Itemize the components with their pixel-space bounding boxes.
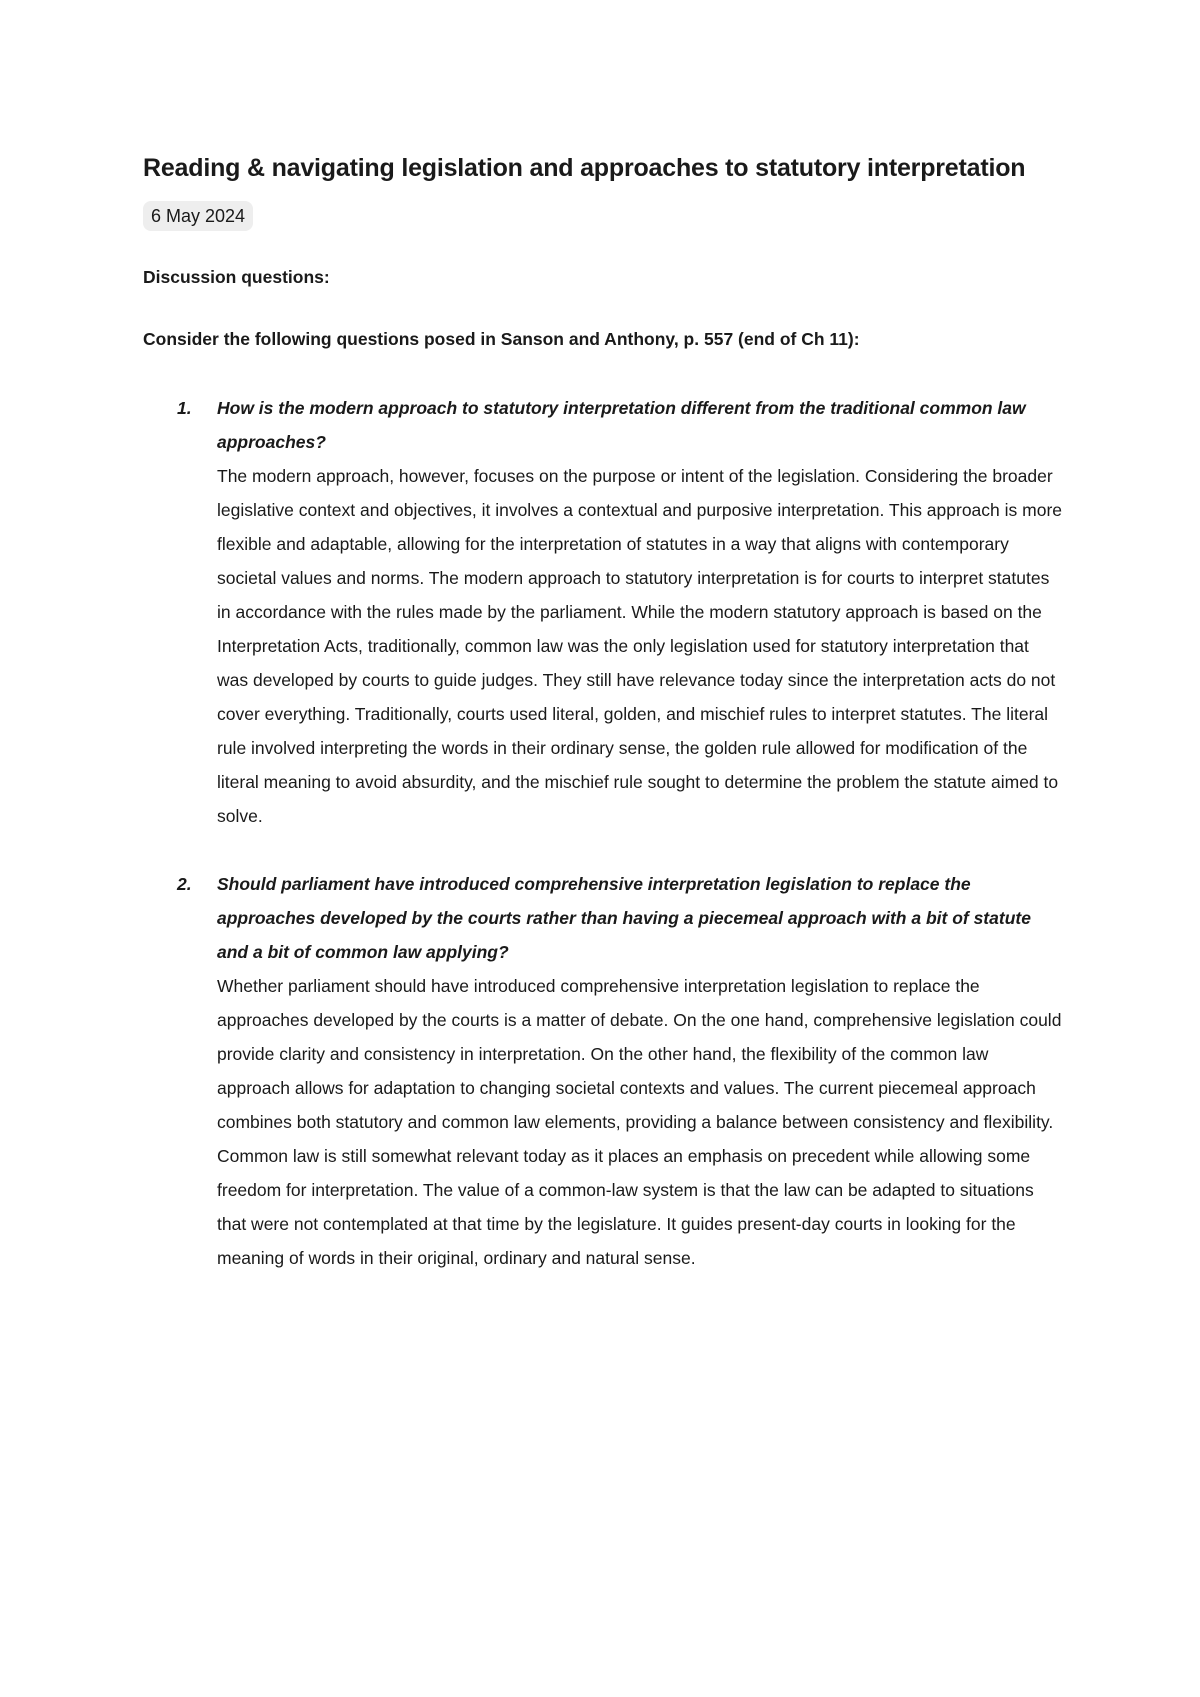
question-text: Should parliament have introduced comprehensive interpretation legislation to replace the approaches developed by the courts rather than having a piecemeal approach with a bit of statute and a bit of common law applying? bbox=[217, 874, 1031, 962]
section-label: Discussion questions: bbox=[143, 267, 330, 287]
question-number: 2. bbox=[177, 874, 192, 894]
answer-text: The modern approach, however, focuses on the purpose or intent of the legislation. Considering the broader legislative context and objectives, it involves a contextual and purposive interpretation. This approach is more flexible and adaptable, allowing for the interpretation of statutes in a way that aligns with contemporary societal values and norms. The modern approach to statutory interpretation is for courts to interpret statutes in accordance with the rules made by the parliament. While the modern statutory approach is based on the Interpretation Acts, traditionally, common law was the only legislation used for statutory interpretation that was developed by courts to guide judges. They still have relevance today since the interpretation acts do not cover everything. Traditionally, courts used literal, golden, and mischief rules to interpret statutes. The literal rule involved interpreting the words in their ordinary sense, the golden rule allowed for modification of the literal meaning to avoid absurdity, and the mischief rule sought to determine the problem the statute aimed to solve. bbox=[217, 466, 1063, 826]
question-number: 1. bbox=[177, 398, 192, 418]
document-title: Reading & navigating legislation and approaches to statutory interpretation bbox=[143, 154, 1026, 182]
answer-text: Whether parliament should have introduced comprehensive interpretation legislation to replace the approaches developed by the courts is a matter of debate. On the one hand, comprehensive legislation could provide clarity and consistency in interpretation. On the other hand, the flexibility of the common law approach allows for adaptation to changing societal contexts and values. The current piecemeal approach combines both statutory and common law elements, providing a balance between consistency and flexibility. Common law is still somewhat relevant today as it places an emphasis on precedent while allowing some freedom for interpretation. The value of a common-law system is that the law can be adapted to situations that were not contemplated at that time by the legislature. It guides present-day courts in looking for the meaning of words in their original, ordinary and natural sense. bbox=[217, 976, 1062, 1268]
list-item bbox=[143, 867, 1063, 1275]
date-chip[interactable]: 6 May 2024 bbox=[143, 201, 253, 231]
question-list bbox=[143, 391, 1063, 1275]
question-text: How is the modern approach to statutory interpretation different from the traditional common law approaches? bbox=[217, 398, 1026, 452]
list-item bbox=[143, 391, 1063, 833]
document-page bbox=[143, 148, 1063, 1309]
intro-text: Consider the following questions posed in Sanson and Anthony, p. 557 (end of Ch 11): bbox=[143, 329, 860, 349]
